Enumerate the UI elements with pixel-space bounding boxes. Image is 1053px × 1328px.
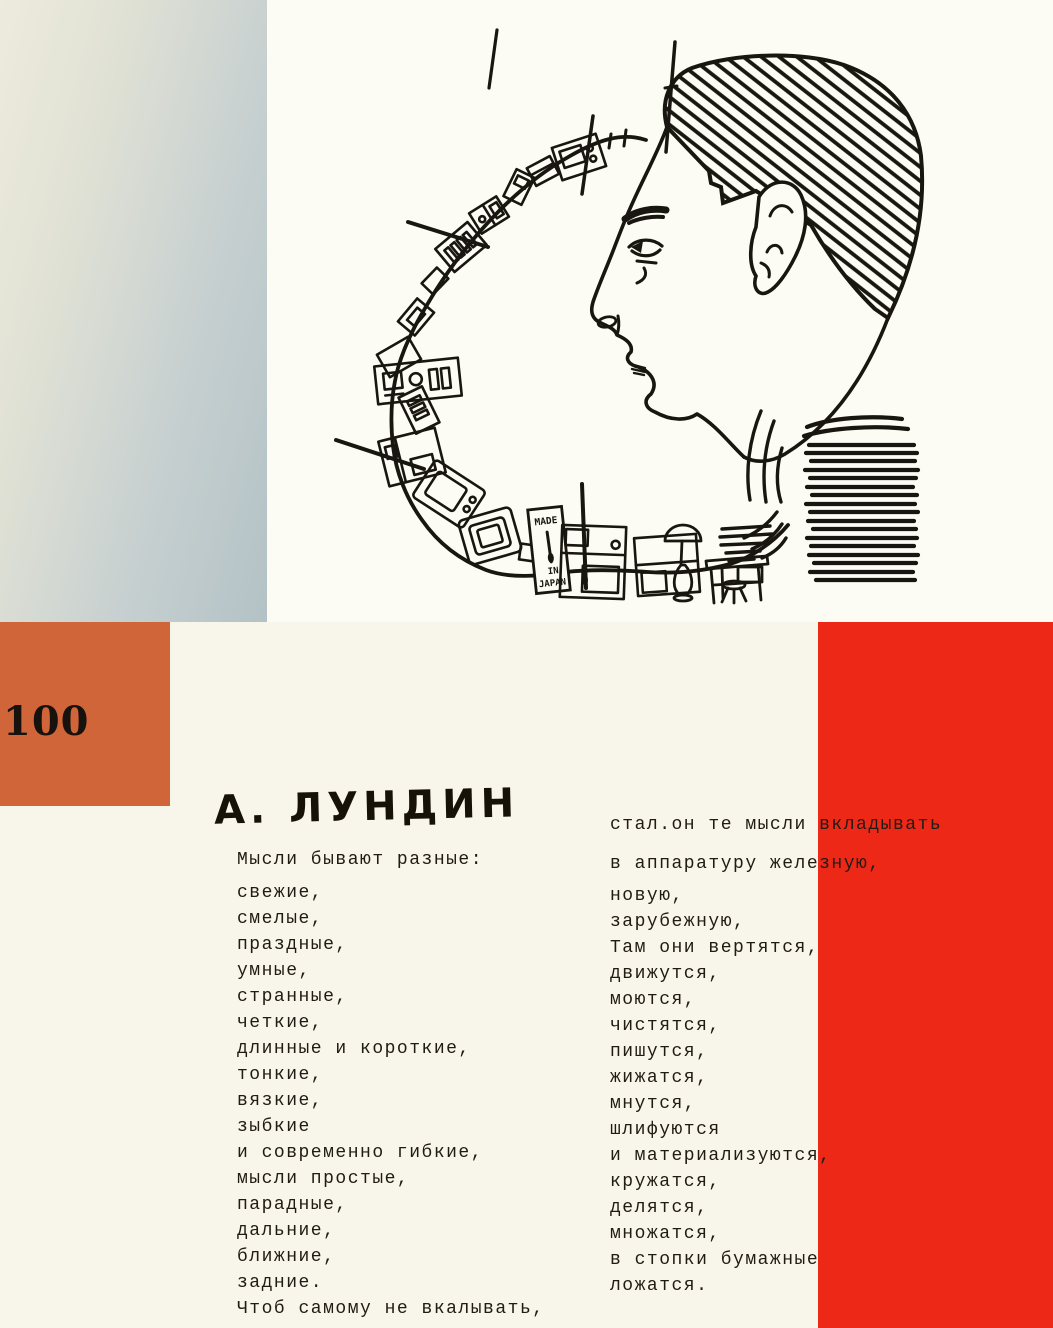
poem-line: множатся, (610, 1224, 721, 1244)
poem-line: парадные, (237, 1195, 348, 1215)
tag-line-2: IN (547, 566, 560, 578)
poem-line: зарубежную, (610, 912, 746, 932)
poem-line: свежие, (237, 883, 324, 903)
poem-line: дальние, (237, 1221, 336, 1241)
gray-blue-panel (0, 0, 267, 622)
poem-line: жижатся, (610, 1068, 709, 1088)
poem-line: стал.он те мысли вкладывать (610, 815, 943, 835)
poem-line: в аппаратуру железную, (610, 854, 881, 874)
poem-line: чистятся, (610, 1016, 721, 1036)
poem-line: движутся, (610, 964, 721, 984)
poem-line: шлифуются (610, 1120, 721, 1140)
eyebrow (625, 209, 666, 223)
poem-line: и материализуются, (610, 1146, 832, 1166)
poem-line: зыбкие (237, 1117, 311, 1137)
orange-block (0, 622, 170, 806)
eye (629, 240, 662, 283)
head-collage-drawing (330, 20, 950, 620)
poem-line: ложатся. (610, 1276, 709, 1296)
poem-line: мысли простые, (237, 1169, 410, 1189)
poem-line: смелые, (237, 909, 324, 929)
poem-right-column (610, 812, 942, 1299)
poem-line: ближние, (237, 1247, 336, 1267)
poem-line: тонкие, (237, 1065, 324, 1085)
made-in-japan-tag (528, 506, 571, 593)
poem-line: в стопки бумажные (610, 1250, 820, 1270)
appliance-tv-3 (458, 506, 523, 565)
poem-left-column (237, 847, 545, 1322)
poem-line: Мысли бывают разные: (237, 850, 484, 870)
appliance-twin-box (469, 196, 509, 233)
poem-line: вязкие, (237, 1091, 324, 1111)
poem-line: кружатся, (610, 1172, 721, 1192)
poem-line: четкие, (237, 1013, 324, 1033)
poem-line: умные, (237, 961, 311, 981)
poem-line: новую, (610, 886, 684, 906)
poem-line: праздные, (237, 935, 348, 955)
tag-line-3: JAPAN (538, 577, 567, 591)
poem-line: моются, (610, 990, 697, 1010)
poem-line: задние. (237, 1273, 324, 1293)
poem-line: и современно гибкие, (237, 1143, 484, 1163)
shoulder-hatch-block (804, 417, 918, 580)
appliance-grill-2 (399, 386, 440, 433)
poem-line: мнутся, (610, 1094, 697, 1114)
appliance-card (503, 169, 534, 205)
poem-line: Там они вертятся, (610, 938, 820, 958)
ear (751, 182, 806, 293)
needle-pins (336, 30, 677, 591)
poem-line: делятся, (610, 1198, 709, 1218)
author-title: А. ЛУНДИН (213, 780, 520, 834)
page-number: 100 (3, 698, 90, 745)
tag-line-1: MADE (534, 514, 558, 529)
poem-line: Чтоб самому не вкалывать, (237, 1299, 545, 1319)
poem-line: пишутся, (610, 1042, 709, 1062)
poem-line: длинные и короткие, (237, 1039, 471, 1059)
poem-line: странные, (237, 987, 348, 1007)
